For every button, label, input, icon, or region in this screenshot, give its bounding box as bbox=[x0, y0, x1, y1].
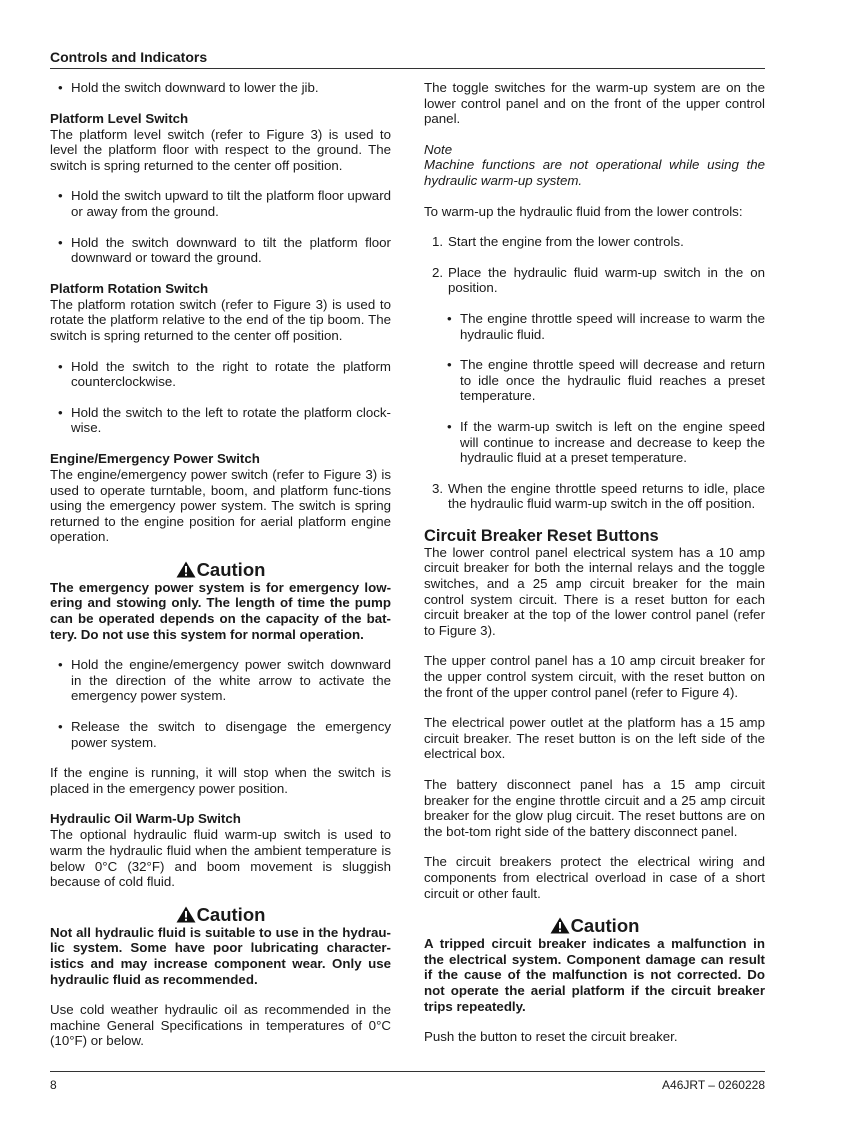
sub-bullet-throttle-increase: • The engine throttle speed will increase to warm the hydraulic fluid. bbox=[424, 311, 765, 342]
paragraph-engine-stop: If the engine is running, it will stop when the switch is placed in the emergency power position. bbox=[50, 765, 391, 796]
header-rule bbox=[50, 68, 765, 69]
warning-triangle-icon bbox=[176, 906, 196, 923]
step-text: When the engine throttle speed returns to idle, place the hydraulic fluid warm-up switch in the off position. bbox=[448, 480, 765, 512]
paragraph-toggle-switches: The toggle switches for the warm-up system are on the lower control panel and on the front of the upper control panel. bbox=[424, 80, 765, 127]
paragraph-power-outlet-breaker: The electrical power outlet at the platform has a 15 amp circuit breaker. The reset button is on the left side of the electrical box. bbox=[424, 715, 765, 762]
page-number: 8 bbox=[50, 1078, 57, 1092]
bullet-tilt-upward: • Hold the switch upward to tilt the platform floor upward or away from the ground. bbox=[50, 188, 391, 219]
step-number: 3. bbox=[432, 480, 444, 496]
heading-platform-level: Platform Level Switch bbox=[50, 110, 189, 126]
left-column bbox=[50, 80, 391, 1064]
sub-bullet-switch-left-on: • If the warm-up switch is left on the engine speed will continue to increase and decrease to keep the hydraulic fluid at a preset temperature. bbox=[424, 419, 765, 466]
right-column bbox=[424, 80, 765, 1060]
sub-bullet-throttle-decrease: • The engine throttle speed will decrease and return to idle once the hydraulic fluid reaches a preset temperature. bbox=[424, 357, 765, 404]
caution-heading-fluid bbox=[50, 905, 391, 925]
bullet-release-switch: • Release the switch to disengage the emergency power system. bbox=[50, 719, 391, 750]
bullet-activate-emergency: • Hold the engine/emergency power switch downward in the direction of the white arrow to activate the emergency power system. bbox=[50, 657, 391, 704]
paragraph-push-reset: Push the button to reset the circuit breaker. bbox=[424, 1029, 678, 1045]
paragraph-procedure-intro: To warm-up the hydraulic fluid from the lower controls: bbox=[424, 203, 743, 219]
caution-heading-breaker bbox=[424, 916, 765, 936]
step-text: Start the engine from the lower controls. bbox=[448, 234, 684, 250]
paragraph-emergency-power: The engine/emergency power switch (refer to Figure 3) is used to operate turntable, boom, and platform func-tions using the emergency power system. The switch is spring returned to the engine position for aerial platform engine operation. bbox=[50, 466, 391, 545]
note-label: Note bbox=[424, 141, 453, 157]
caution-label: Caution bbox=[196, 558, 266, 580]
caution-text-emergency: The emergency power system is for emergency low-ering and stowing only. The length of time the pump can be operated depends on the capacity of the bat-tery. Do not use this system for normal operation. bbox=[50, 579, 391, 642]
paragraph-lower-panel-breaker: The lower control panel electrical system has a 10 amp circuit breaker for both the internal relays and the toggle switches, and a 25 amp circuit breaker for the main control system circuit. There is a reset button for each circuit breaker at the top of the lower control panel (refer to Figure 3). bbox=[424, 544, 765, 638]
bullet-rotate-ccw: • Hold the switch to the right to rotate the platform counterclockwise. bbox=[50, 359, 391, 390]
caution-text-fluid: Not all hydraulic fluid is suitable to use in the hydrau-lic system. Some have poor lubricating character-istics and may increase component wear. Only use hydraulic fluid as recommended. bbox=[50, 924, 391, 987]
caution-label: Caution bbox=[196, 903, 266, 925]
step-3 bbox=[424, 481, 765, 512]
caution-text-breaker: A tripped circuit breaker indicates a malfunction in the electrical system. Component damage can result if the cause of the malfunction is not corrected. Do not operate the aerial platform if the circuit breaker trips repeatedly. bbox=[424, 936, 765, 1014]
step-1 bbox=[424, 234, 765, 250]
bullet-tilt-downward: • Hold the switch downward to tilt the platform floor downward or toward the ground. bbox=[50, 235, 391, 266]
caution-label: Caution bbox=[570, 915, 640, 937]
heading-platform-rotation: Platform Rotation Switch bbox=[50, 280, 209, 296]
note-text: Machine functions are not operational while using the hydraulic warm-up system. bbox=[424, 157, 765, 188]
paragraph-platform-level: The platform level switch (refer to Figure 3) is used to level the platform floor with respect to the ground. The switch is spring returned to the center off position. bbox=[50, 126, 391, 173]
paragraph-platform-rotation: The platform rotation switch (refer to Figure 3) is used to rotate the platform relative to the end of the tip boom. The switch is spring returned to the center off position. bbox=[50, 296, 391, 343]
warning-triangle-icon bbox=[550, 917, 570, 934]
paragraph-upper-panel-breaker: The upper control panel has a 10 amp circuit breaker for the upper control system circuit, with the reset button on the front of the upper control panel (refer to Figure 4). bbox=[424, 653, 765, 700]
warning-triangle-icon bbox=[176, 561, 196, 578]
paragraph-warmup-switch: The optional hydraulic fluid warm-up switch is used to warm the hydraulic fluid when the ambient temperature is below 0°C (32°F) and boom movement is sluggish because of cold fluid. bbox=[50, 827, 391, 890]
document-code: A46JRT – 0260228 bbox=[662, 1078, 765, 1092]
bullet-lower-jib: • Hold the switch downward to lower the jib. bbox=[50, 80, 391, 96]
page-header-title: Controls and Indicators bbox=[50, 49, 208, 65]
paragraph-cold-weather-oil: Use cold weather hydraulic oil as recommended in the machine General Specifications in temperatures of 0°C (10°F) or below. bbox=[50, 1002, 391, 1049]
step-number: 1. bbox=[432, 234, 444, 250]
paragraph-battery-disconnect-breaker: The battery disconnect panel has a 15 amp circuit breaker for the engine throttle circuit and a 25 amp circuit breaker for the glow plug circuit. The reset buttons are on the bot-tom right side of the battery disconnect panel. bbox=[424, 777, 765, 839]
heading-emergency-power: Engine/Emergency Power Switch bbox=[50, 450, 260, 466]
step-2 bbox=[424, 265, 765, 296]
caution-heading-emergency bbox=[50, 560, 391, 580]
bullet-rotate-cw: • Hold the switch to the left to rotate the platform clock-wise. bbox=[50, 405, 391, 436]
heading-circuit-breaker: Circuit Breaker Reset Buttons bbox=[424, 526, 659, 545]
step-text: Place the hydraulic fluid warm-up switch in the on position. bbox=[448, 264, 765, 296]
heading-warmup-switch: Hydraulic Oil Warm-Up Switch bbox=[50, 811, 241, 827]
step-number: 2. bbox=[432, 264, 444, 280]
paragraph-breaker-protection: The circuit breakers protect the electrical wiring and components from electrical overload in case of a short circuit or other fault. bbox=[424, 854, 765, 901]
footer-rule bbox=[50, 1071, 765, 1072]
